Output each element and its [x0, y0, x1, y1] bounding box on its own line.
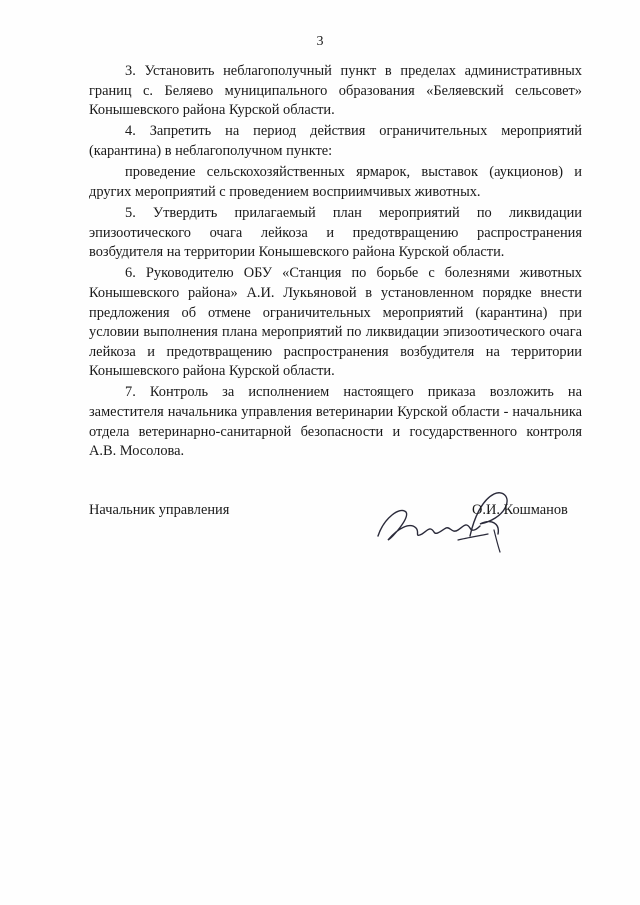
- document-body: [89, 62, 582, 463]
- signatory-title: Начальник управления: [89, 502, 230, 518]
- paragraph-item-5: 5. Утвердить прилагаемый план мероприятий по ликвидации эпизоотического очага лейкоза и предотвращению распространения возбудителя на территории Конышевского района Курской области.: [89, 204, 582, 261]
- paragraph-item-7: 7. Контроль за исполнением настоящего приказа возложить на заместителя начальника управления ветеринарии Курской области - начальника отдела ветеринарно-санитарной безопасности и государственного контроля А.В. Мосолова.: [89, 384, 582, 460]
- paragraph-item-3: 3. Установить неблагополучный пункт в пределах административных границ с. Беляево муниципального образования «Беляевский сельсовет» Конышевского района Курской области.: [89, 63, 582, 119]
- paragraph-item-4-subitem: проведение сельскохозяйственных ярмарок, выставок (аукционов) и других мероприятий с проведением восприимчивых животных.: [89, 164, 582, 200]
- paragraph-item-6: 6. Руководителю ОБУ «Станция по борьбе с болезнями животных Конышевского района» А.И. Лукьяновой в установленном порядке внести предложения об отмене ограничительных мероприятий (карантина) при условии выполнения плана мероприятий по ликвидации эпизоотического очага лейкоза и предотвращению распространения возбудителя на территории Конышевского района Курской области.: [89, 265, 582, 380]
- paragraph-item-4: 4. Запретить на период действия ограничительных мероприятий (карантина) в неблагополучном пункте:: [89, 123, 582, 159]
- signatory-name: О.И. Кошманов: [472, 502, 568, 518]
- page-number: 3: [316, 34, 324, 49]
